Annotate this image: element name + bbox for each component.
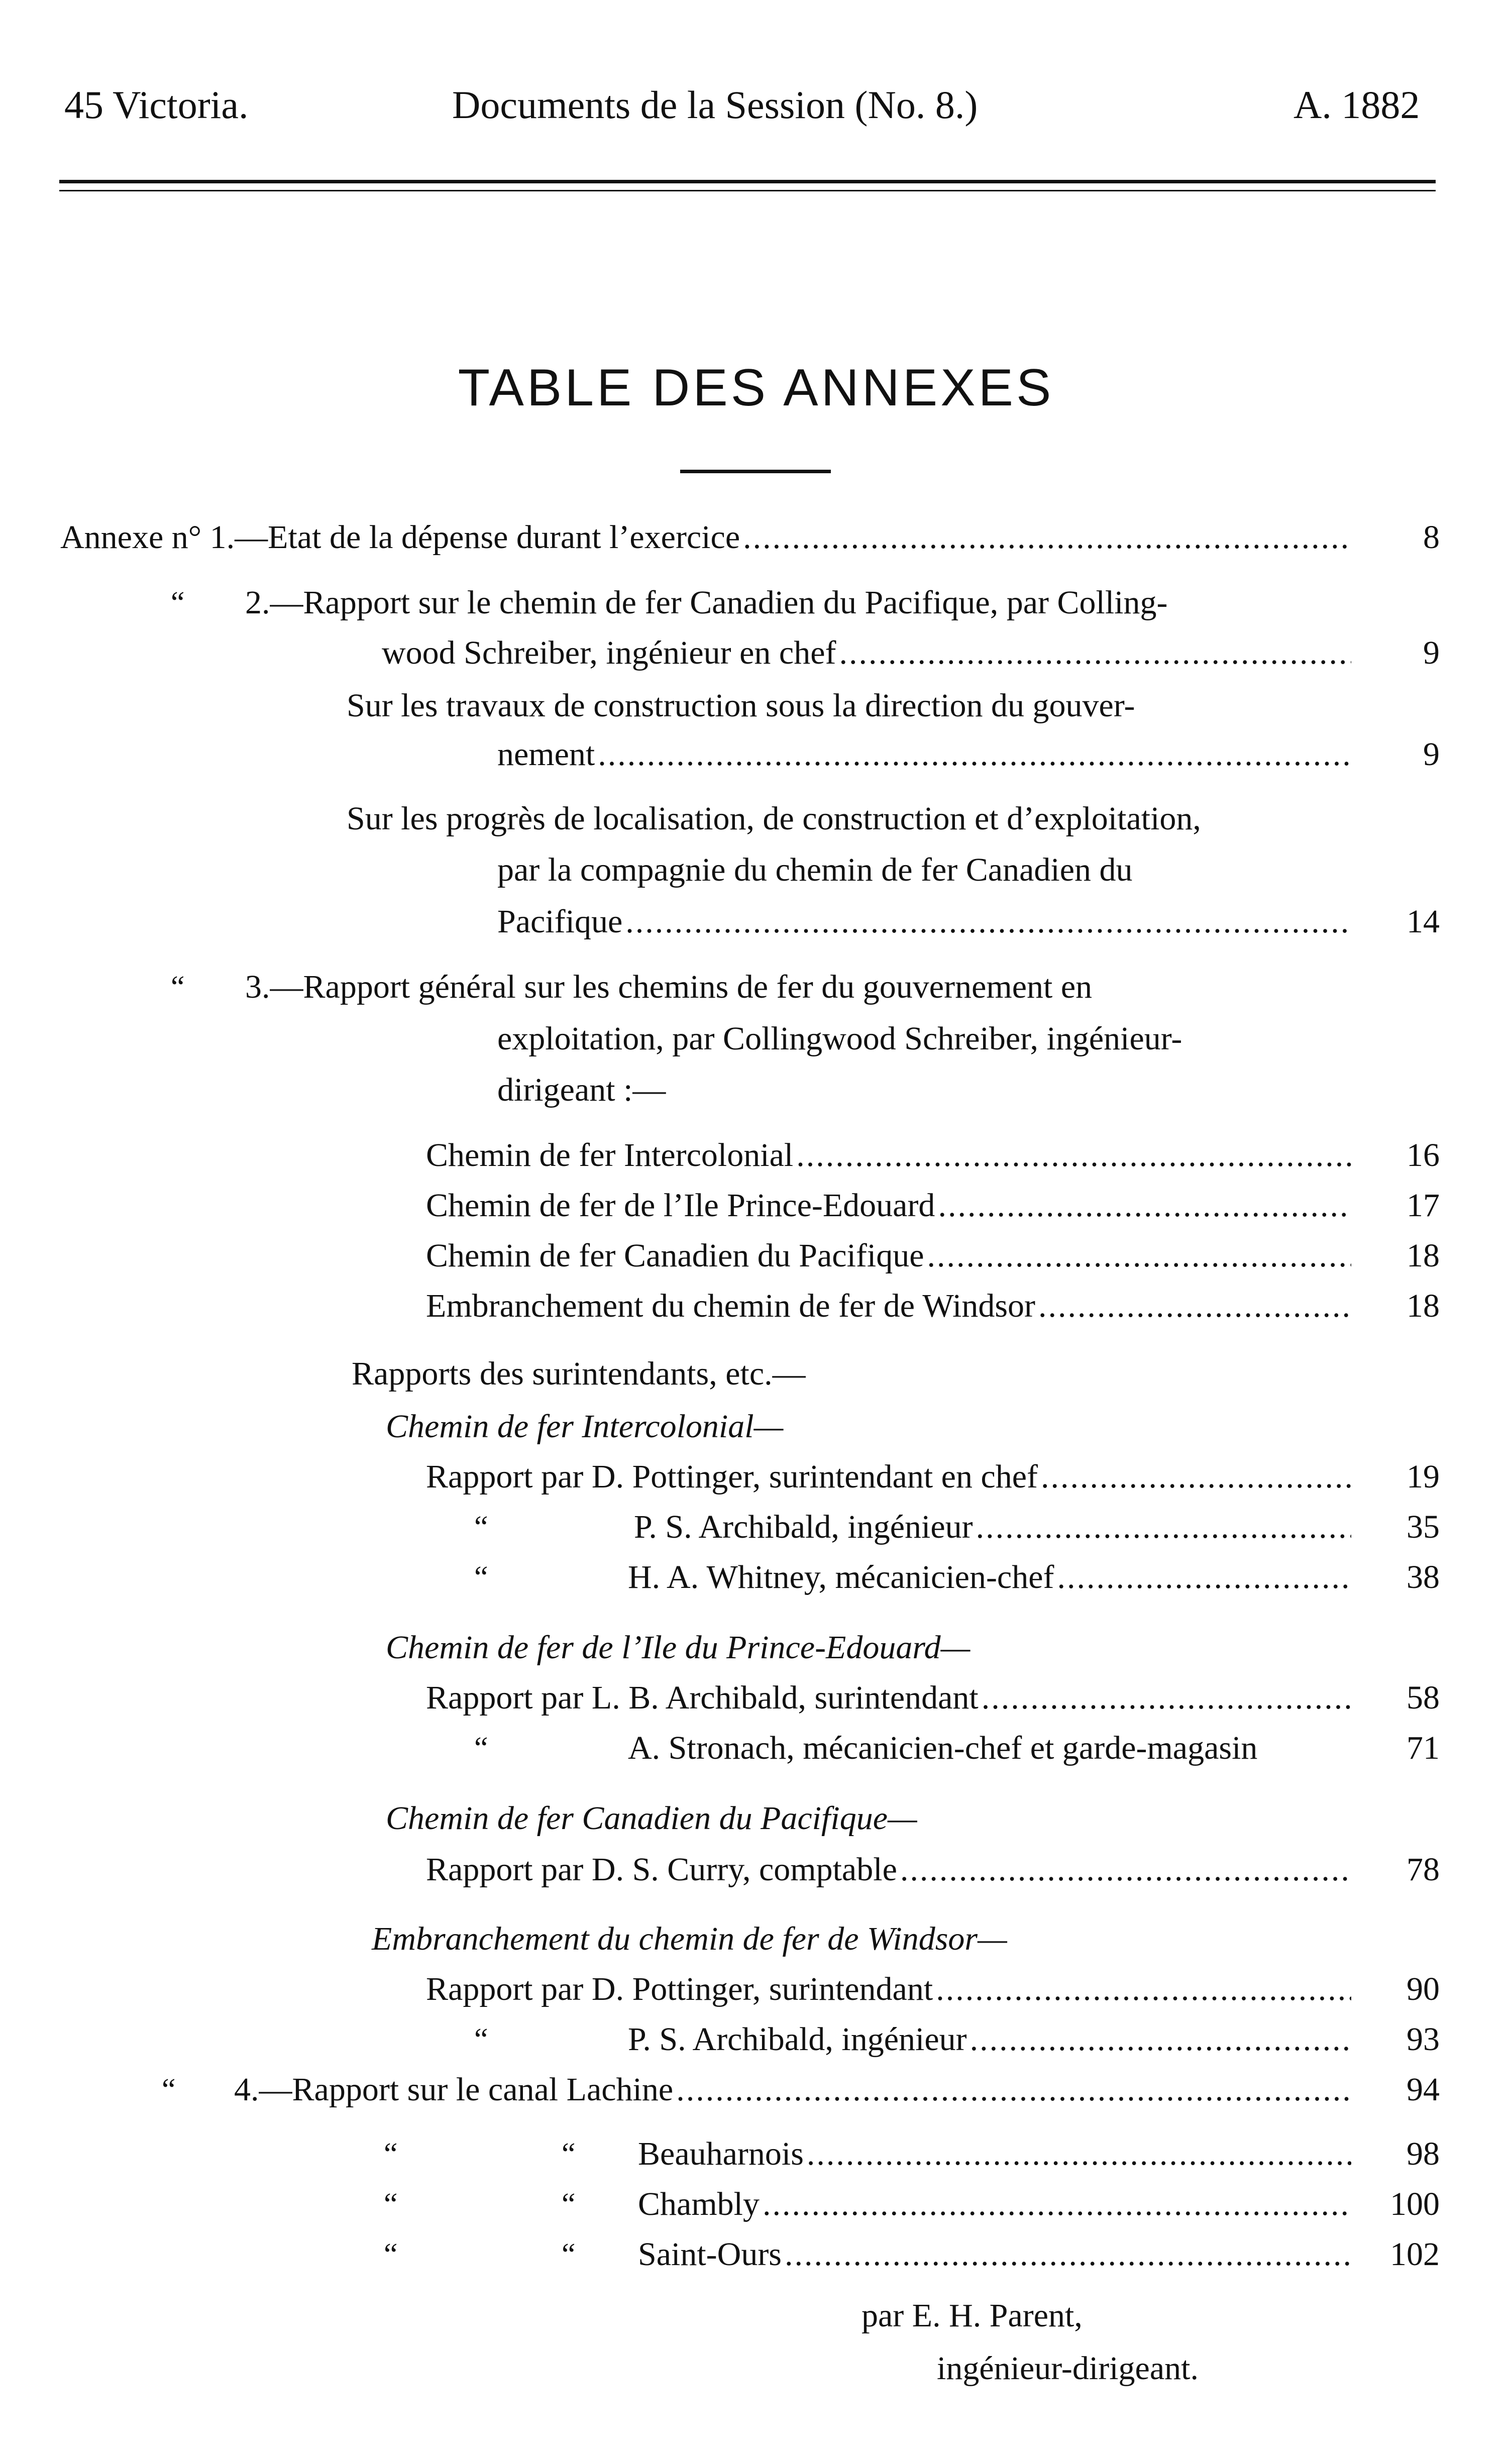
report-stronach-page: 71 (1407, 1730, 1440, 1766)
header-center: Documents de la Session (No. 8.) (452, 83, 978, 127)
leader-dots (970, 2014, 1351, 2065)
leader-dots (796, 1130, 1351, 1181)
report-archibald-line: P. S. Archibald, ingénieur ..... (634, 1502, 1356, 1552)
ditto-mark: “ (562, 2237, 576, 2272)
canal-beauharnois-line: Beauharnois ..... (638, 2129, 1356, 2179)
report-windsor-pottinger-line: Rapport par D. Pottinger, surintendant ..... (426, 1964, 1356, 2014)
annex-2-page: 9 (1423, 634, 1440, 671)
annex-3-line-2: exploitation, par Collingwood Schreiber, ingénieur- (497, 1020, 1182, 1057)
annex-2-line-2: wood Schreiber, ingénieur en chef ..... (382, 628, 1356, 678)
report-pottinger-line: Rapport par D. Pottinger, surintendant en chef ..... (426, 1452, 1356, 1502)
signature-line-2: ingénieur-dirigeant. (937, 2350, 1199, 2387)
canal-saint-ours-line: Saint-Ours ..... (638, 2229, 1356, 2280)
leader-dots (676, 2065, 1351, 2115)
report-curry-page: 78 (1407, 1851, 1440, 1888)
header-rule-thick (59, 180, 1436, 183)
ditto-mark: “ (474, 2022, 488, 2057)
leader-dots (938, 1181, 1351, 1231)
section-intercolonial-heading: Chemin de fer Intercolonial— (386, 1408, 784, 1445)
header-right: A. 1882 (1293, 83, 1420, 127)
leader-dots (598, 729, 1351, 780)
report-archibald-page: 35 (1407, 1509, 1440, 1545)
canadien-pacifique-line: Chemin de fer Canadien du Pacifique ..... (426, 1231, 1356, 1281)
canadien-pacifique-page: 18 (1407, 1237, 1440, 1274)
leader-dots (936, 1964, 1351, 2014)
windsor-page: 18 (1407, 1288, 1440, 1324)
prince-edouard-line: Chemin de fer de l’Ile Prince-Edouard ..... (426, 1181, 1356, 1231)
ditto-mark: “ (162, 2073, 176, 2107)
leader-dots (900, 1845, 1351, 1895)
header-rule-thin (59, 190, 1436, 191)
canal-chambly-page: 100 (1390, 2186, 1440, 2222)
annex-2c-line-3: Pacifique ..... (497, 897, 1356, 947)
canal-saint-ours-page: 102 (1390, 2236, 1440, 2273)
leader-dots (927, 1231, 1351, 1281)
annex-2-line-1: 2.—Rapport sur le chemin de fer Canadien du Pacifique, par Colling- (245, 584, 1168, 621)
canal-chambly-line: Chambly ..... (638, 2179, 1356, 2229)
section-prince-edouard-heading: Chemin de fer de l’Ile du Prince-Edouard— (386, 1629, 970, 1666)
leader-dots (1057, 1552, 1352, 1603)
rapports-heading: Rapports des surintendants, etc.— (352, 1355, 806, 1392)
ditto-mark: “ (474, 1731, 488, 1765)
leader-dots (976, 1502, 1351, 1552)
leader-dots (982, 1673, 1351, 1723)
leader-dots (807, 2129, 1351, 2179)
annex-1-line (60, 512, 1356, 563)
section-pacifique-heading: Chemin de fer Canadien du Pacifique— (386, 1800, 917, 1837)
leader-dots (1038, 1281, 1351, 1331)
leader-dots (839, 628, 1351, 678)
ditto-mark: “ (384, 2237, 398, 2272)
report-whitney-page: 38 (1407, 1559, 1440, 1595)
windsor-line: Embranchement du chemin de fer de Windsor ..... (426, 1281, 1356, 1331)
report-pottinger-page: 19 (1407, 1458, 1440, 1495)
leader-dots (785, 2229, 1351, 2280)
header-left: 45 Victoria. (64, 83, 249, 127)
report-whitney-line: H. A. Whitney, mécanicien-chef ..... (628, 1552, 1356, 1603)
annex-2b-line-2: nement ..... (497, 729, 1356, 780)
report-stronach-line: A. Stronach, mécanicien-chef et garde-magasin (628, 1730, 1258, 1766)
ditto-mark: “ (384, 2137, 398, 2171)
ditto-mark: “ (474, 1560, 488, 1594)
title-rule (680, 470, 831, 473)
annex-2b-page: 9 (1423, 736, 1440, 773)
section-windsor-heading: Embranchement du chemin de fer de Windsor— (372, 1920, 1007, 1957)
report-curry-line: Rapport par D. S. Curry, comptable ..... (426, 1845, 1356, 1895)
annex-3-line-1: 3.—Rapport général sur les chemins de fer du gouvernement en (245, 969, 1093, 1005)
annex-2c-line-2: par la compagnie du chemin de fer Canadien du (497, 851, 1133, 888)
annex-2c-line-1: Sur les progrès de localisation, de construction et d’exploitation, (347, 800, 1201, 837)
annex-4-page: 94 (1407, 2071, 1440, 2108)
page-title: TABLE DES ANNEXES (458, 359, 1054, 417)
leader-dots (625, 897, 1351, 947)
canal-beauharnois-page: 98 (1407, 2135, 1440, 2172)
report-lb-archibald-line: Rapport par L. B. Archibald, surintendant ..... (426, 1673, 1356, 1723)
ditto-mark: “ (562, 2187, 576, 2221)
ditto-mark: “ (171, 586, 185, 620)
report-lb-archibald-page: 58 (1407, 1679, 1440, 1716)
ditto-mark: “ (474, 1510, 488, 1544)
annex-1-page: 8 (1423, 519, 1440, 556)
report-windsor-archibald-page: 93 (1407, 2021, 1440, 2058)
ditto-mark: “ (562, 2137, 576, 2171)
ditto-mark: “ (171, 970, 185, 1004)
annex-2c-page: 14 (1407, 903, 1440, 940)
report-windsor-archibald-line: P. S. Archibald, ingénieur ..... (628, 2014, 1356, 2065)
leader-dots (763, 2179, 1351, 2229)
signature-line-1: par E. H. Parent, (861, 2297, 1083, 2334)
annex-2b-line-1: Sur les travaux de construction sous la direction du gouver- (347, 687, 1135, 724)
annex-3-line-3: dirigeant :— (497, 1072, 666, 1108)
annex-1-label: Annexe n° 1.—Etat de la dépense durant l’exercice (60, 519, 740, 556)
report-windsor-pottinger-page: 90 (1407, 1971, 1440, 2007)
leader-dots (1041, 1452, 1351, 1502)
prince-edouard-page: 17 (1407, 1187, 1440, 1224)
ditto-mark: “ (384, 2187, 398, 2221)
annex-4-line: 4.—Rapport sur le canal Lachine ..... (234, 2065, 1356, 2115)
leader-dots (743, 512, 1351, 563)
intercolonial-line: Chemin de fer Intercolonial ..... (426, 1130, 1356, 1181)
intercolonial-page: 16 (1407, 1137, 1440, 1173)
